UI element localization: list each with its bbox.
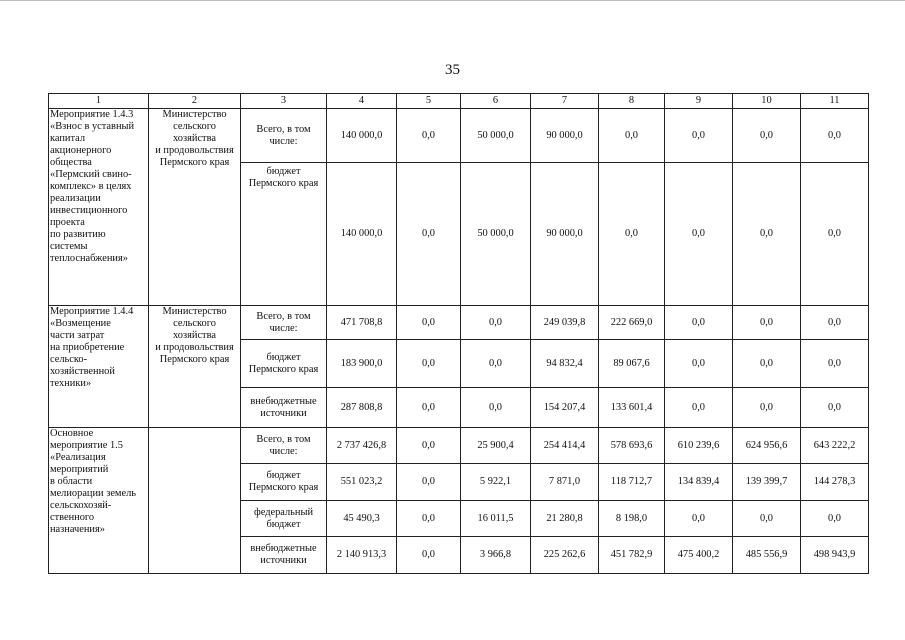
table-row [49,306,869,340]
funding-source-cell: Всего, в том числе: [241,109,327,163]
value-cell-col6: 16 011,5 [461,501,531,537]
value-cell-col7: 249 039,8 [531,306,599,340]
value-cell-col4: 45 490,3 [327,501,397,537]
value-cell-col9: 610 239,6 [665,428,733,464]
funding-source-cell: федеральный бюджет [241,501,327,537]
value-cell-col9: 0,0 [665,163,733,306]
value-cell-col5: 0,0 [397,163,461,306]
value-cell-col9: 0,0 [665,501,733,537]
activity-name-cell: Мероприятие 1.4.4 «Возмещение части затрат на приобретение сельско- хозяйственной техники» [49,306,149,428]
value-cell-col5: 0,0 [397,501,461,537]
funding-source-cell: бюджет Пермского края [241,163,327,306]
table-row [49,428,869,464]
value-cell-col5: 0,0 [397,109,461,163]
value-cell-col11: 0,0 [801,163,869,306]
value-cell-col10: 485 556,9 [733,537,801,574]
value-cell-col8: 578 693,6 [599,428,665,464]
value-cell-col8: 0,0 [599,109,665,163]
header-cell-9: 9 [665,94,733,109]
activity-name-cell: Основное мероприятие 1.5 «Реализация мероприятий в области мелиорации земель сельскохозяй- ственного назначения» [49,428,149,574]
header-cell-6: 6 [461,94,531,109]
value-cell-col8: 133 601,4 [599,388,665,428]
header-cell-11: 11 [801,94,869,109]
header-cell-5: 5 [397,94,461,109]
value-cell-col11: 0,0 [801,109,869,163]
executor-cell: Министерство сельского хозяйства и продовольствия Пермского края [149,306,241,428]
value-cell-col11: 0,0 [801,501,869,537]
header-cell-4: 4 [327,94,397,109]
value-cell-col5: 0,0 [397,428,461,464]
value-cell-col11: 0,0 [801,388,869,428]
value-cell-col5: 0,0 [397,464,461,501]
value-cell-col10: 0,0 [733,109,801,163]
value-cell-col11: 498 943,9 [801,537,869,574]
funding-source-cell: Всего, в том числе: [241,306,327,340]
value-cell-col10: 0,0 [733,340,801,388]
page-top-rule [0,0,905,1]
value-cell-col11: 0,0 [801,306,869,340]
header-row [49,94,869,109]
value-cell-col7: 94 832,4 [531,340,599,388]
value-cell-col5: 0,0 [397,340,461,388]
value-cell-col9: 0,0 [665,340,733,388]
value-cell-col4: 471 708,8 [327,306,397,340]
value-cell-col4: 2 140 913,3 [327,537,397,574]
activity-name-cell: Мероприятие 1.4.3 «Взнос в уставный капитал акционерного общества «Пермский свино- комплекс» в целях реализации инвестиционного проекта по развитию системы теплоснабжения» [49,109,149,306]
value-cell-col10: 0,0 [733,163,801,306]
value-cell-col5: 0,0 [397,537,461,574]
funding-source-cell: бюджет Пермского края [241,464,327,501]
value-cell-col10: 0,0 [733,306,801,340]
value-cell-col11: 643 222,2 [801,428,869,464]
value-cell-col11: 144 278,3 [801,464,869,501]
value-cell-col8: 0,0 [599,163,665,306]
budget-table [48,93,869,574]
funding-source-cell: внебюджетные источники [241,537,327,574]
value-cell-col4: 551 023,2 [327,464,397,501]
page-number: 35 [445,62,460,78]
value-cell-col9: 475 400,2 [665,537,733,574]
value-cell-col8: 222 669,0 [599,306,665,340]
header-cell-8: 8 [599,94,665,109]
value-cell-col4: 287 808,8 [327,388,397,428]
funding-source-cell: бюджет Пермского края [241,340,327,388]
value-cell-col6: 25 900,4 [461,428,531,464]
value-cell-col10: 0,0 [733,388,801,428]
value-cell-col8: 451 782,9 [599,537,665,574]
value-cell-col7: 154 207,4 [531,388,599,428]
header-cell-7: 7 [531,94,599,109]
value-cell-col4: 140 000,0 [327,109,397,163]
value-cell-col9: 0,0 [665,109,733,163]
value-cell-col6: 5 922,1 [461,464,531,501]
value-cell-col6: 50 000,0 [461,163,531,306]
value-cell-col6: 3 966,8 [461,537,531,574]
value-cell-col5: 0,0 [397,388,461,428]
value-cell-col7: 90 000,0 [531,109,599,163]
value-cell-col6: 0,0 [461,306,531,340]
value-cell-col9: 134 839,4 [665,464,733,501]
value-cell-col5: 0,0 [397,306,461,340]
header-cell-2: 2 [149,94,241,109]
funding-source-cell: внебюджетные источники [241,388,327,428]
value-cell-col6: 50 000,0 [461,109,531,163]
value-cell-col10: 139 399,7 [733,464,801,501]
value-cell-col4: 183 900,0 [327,340,397,388]
executor-cell: Министерство сельского хозяйства и продовольствия Пермского края [149,109,241,306]
header-cell-1: 1 [49,94,149,109]
value-cell-col6: 0,0 [461,340,531,388]
value-cell-col8: 8 198,0 [599,501,665,537]
value-cell-col8: 118 712,7 [599,464,665,501]
value-cell-col8: 89 067,6 [599,340,665,388]
value-cell-col4: 2 737 426,8 [327,428,397,464]
value-cell-col9: 0,0 [665,388,733,428]
value-cell-col11: 0,0 [801,340,869,388]
header-cell-10: 10 [733,94,801,109]
value-cell-col7: 225 262,6 [531,537,599,574]
funding-source-cell: Всего, в том числе: [241,428,327,464]
value-cell-col4: 140 000,0 [327,163,397,306]
value-cell-col9: 0,0 [665,306,733,340]
executor-cell [149,428,241,574]
value-cell-col10: 624 956,6 [733,428,801,464]
header-cell-3: 3 [241,94,327,109]
value-cell-col7: 90 000,0 [531,163,599,306]
value-cell-col7: 7 871,0 [531,464,599,501]
value-cell-col7: 21 280,8 [531,501,599,537]
table-row [49,109,869,163]
value-cell-col7: 254 414,4 [531,428,599,464]
value-cell-col10: 0,0 [733,501,801,537]
value-cell-col6: 0,0 [461,388,531,428]
